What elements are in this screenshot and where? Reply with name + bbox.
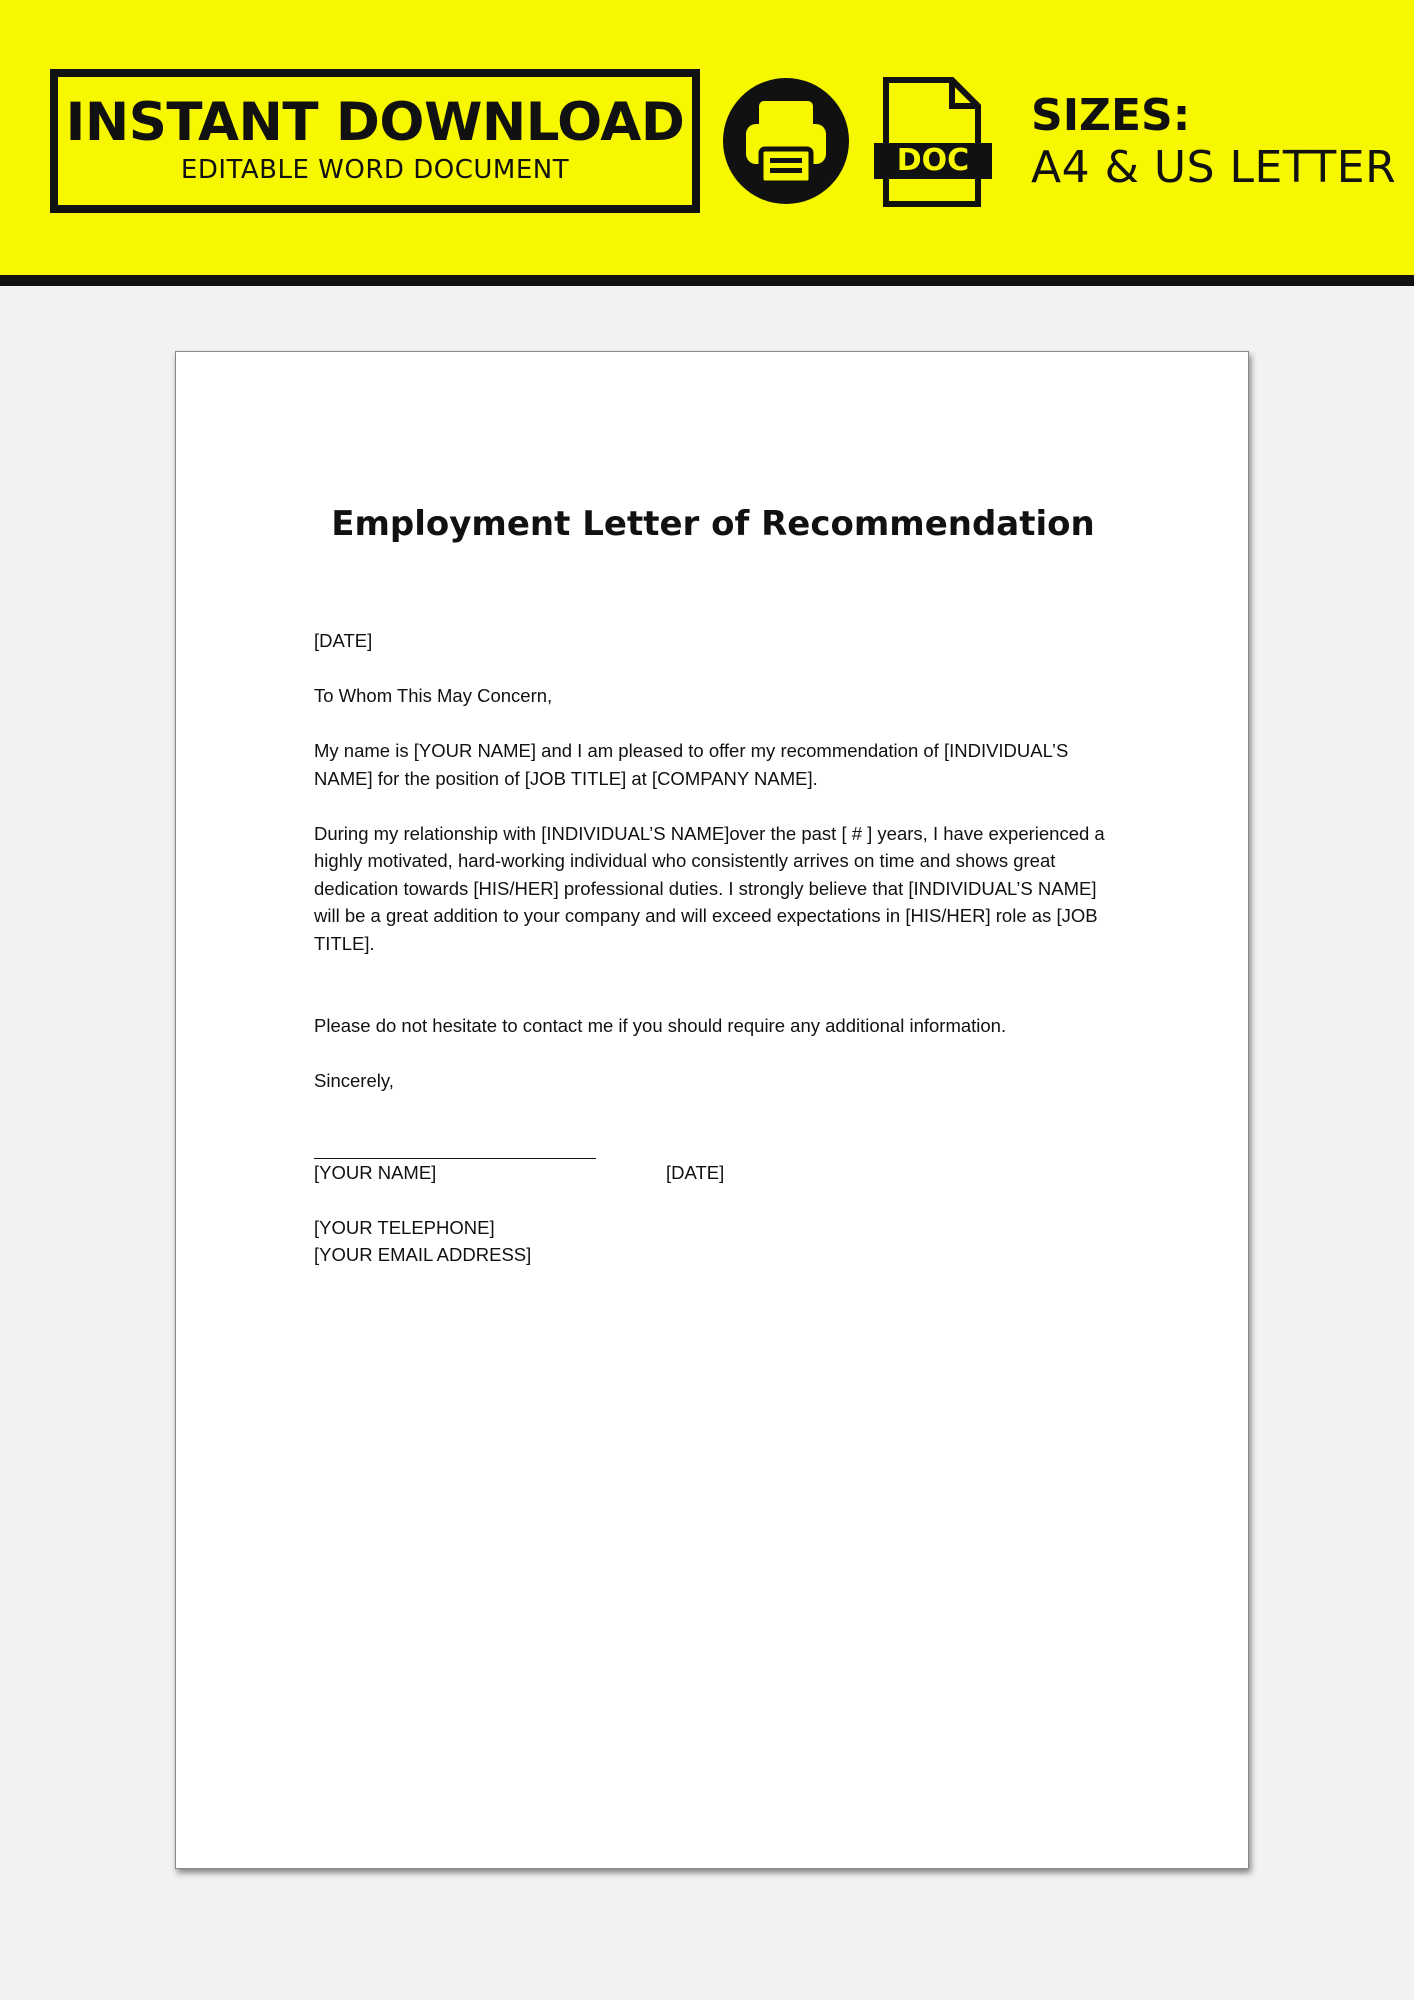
- letter-paragraph-3: Please do not hesitate to contact me if you should require any additional information.: [314, 1015, 1007, 1036]
- signature-date: [DATE]: [666, 1161, 725, 1183]
- letter-date: [DATE]: [314, 630, 373, 651]
- letter-paragraph-2: During my relationship with [INDIVIDUAL’S NAME]over the past [ # ] years, I have experienced a highly motivated, hard-working individual who consistently arrives on time and shows great dedication towards [HIS/HER] professional duties. I strongly believe that [INDIVIDUAL’S NAME] will be a great addition to your company and will exceed expectations in [HIS/HER] role as [JOB TITLE].: [314, 822, 1105, 954]
- contact-telephone: [YOUR TELEPHONE]: [314, 1216, 495, 1238]
- sizes-info: [1031, 90, 1396, 194]
- letter-salutation: To Whom This May Concern,: [314, 685, 553, 706]
- printer-icon: [723, 78, 849, 204]
- badge-title: INSTANT DOWNLOAD: [65, 92, 685, 153]
- doc-label: DOC: [896, 143, 970, 178]
- contact-email: [YOUR EMAIL ADDRESS]: [314, 1244, 532, 1265]
- letter-title: Employment Letter of Recommendation: [331, 504, 1095, 544]
- letter-page: [175, 351, 1249, 1869]
- letter-closing: Sincerely,: [314, 1070, 394, 1091]
- signature-name: [YOUR NAME]: [314, 1161, 437, 1183]
- badge-subtitle: EDITABLE WORD DOCUMENT: [180, 155, 570, 185]
- sizes-value: A4 & US LETTER: [1031, 142, 1397, 193]
- instant-download-badge: [50, 69, 700, 213]
- doc-file-icon: [870, 76, 996, 208]
- signature-row: [314, 1159, 1114, 1187]
- letter-body: [314, 627, 1114, 1269]
- sizes-label: SIZES:: [1031, 90, 1191, 141]
- signature-line: [314, 1150, 596, 1159]
- promo-banner: [0, 0, 1414, 286]
- letter-paragraph-1: My name is [YOUR NAME] and I am pleased to offer my recommendation of [INDIVIDUAL’S NAME] for the position of [JOB TITLE] at [COMPANY NAME].: [314, 740, 1069, 789]
